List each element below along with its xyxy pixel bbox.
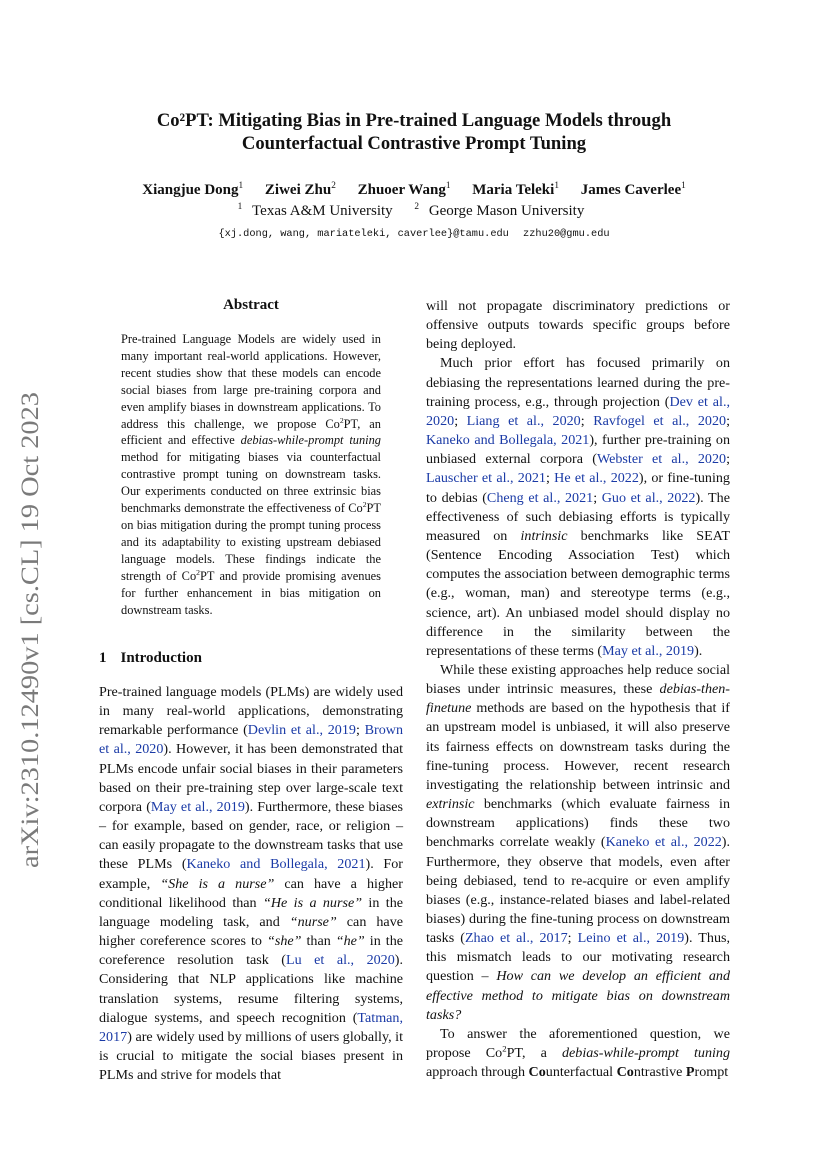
author: James Caverlee$^1$ — [580, 181, 686, 198]
paragraph: Pre-trained language models (PLMs) are widely used in many real-world applications, demonstrating remarkable performance (Devlin et al., 2019; Brown et al., 2020). However, it has been demonstrated that PLMs encode unfair social biases in their parameters based on their pre-training step over large-scale text corpora (May et al., 2019). Furthermore, these biases – for example, based on gender, race, or religion – can easily propagate to the downstream tasks that use these PLMs (Kaneko and Bollegala, 2021). For example, “She is a nurse” can have a higher conditional likelihood than “He is a nurse” in the language modeling task, and “nurse” can have higher coreference scores to “she” than “he” in the coreference resolution task (Lu et al., 2020). Considering that NLP applications like machine translation systems, resume filtering systems, dialogue systems, and speech recognition (Tatman, 2017) are widely used by millions of users globally, it is crucial to mitigate the social biases present in PLMs and strive for models that — [99, 684, 404, 1084]
section-heading-introduction: 1 Introduction — [99, 650, 202, 666]
affiliations — [0, 203, 828, 220]
paragraph: While these existing approaches help reduce social biases under intrinsic measures, these debias-then-finetune methods are based on the hypothesis that if an upstream model is unbiased, it will also preserve its fairness effects on downstream tasks during the fine-tuning process. However, recent research investigating the relationship between intrinsic and extrinsic benchmarks (which evaluate fairness in downstream applications) finds these two benchmarks correlate weakly (Kaneko et al., 2022). Furthermore, they observe that models, even after being debiased, tend to re-acquire or even amplify biases (e.g., instance-related biases and label-related biases) during the fine-tuning process on downstream tasks (Zhao et al., 2017; Leino et al., 2019). Thus, this mismatch leads to our motivating research question – How can we develop an efficient and effective method to mitigate bias on downstream tasks? — [426, 661, 731, 1023]
paragraph: To answer the aforementioned question, we propose Co$^2$PT, a debias-while-prompt tuning approach through Counterfactual Contrastive Prompt — [426, 1025, 731, 1081]
author: Ziwei Zhu$^2$ — [264, 181, 336, 198]
arxiv-stamp — [8, 390, 48, 870]
author-list — [0, 182, 828, 199]
citation-link[interactable]: Kaneko and Bollegala, 2021 — [186, 856, 366, 873]
citation-link[interactable]: Dev et al., 2020 — [426, 393, 731, 429]
title-line-1: Co²PT: Mitigating Bias in Pre-trained Language Models through — [156, 110, 672, 131]
citation-link[interactable]: Kaneko and Bollegala, 2021 — [426, 432, 590, 449]
paragraph: will not propagate discriminatory predictions or offensive outputs towards specific groups before being deployed. — [426, 298, 730, 353]
author: Zhuoer Wang$^1$ — [357, 181, 451, 198]
affiliation: $^2$ George Mason University — [414, 202, 585, 219]
citation-link[interactable]: Kaneko et al., 2022 — [605, 834, 722, 851]
author: Maria Teleki$^1$ — [472, 181, 559, 198]
paper-title — [0, 109, 828, 155]
author: Xiangjue Dong$^1$ — [142, 181, 244, 198]
citation-link[interactable]: Lauscher et al., 2021 — [426, 470, 546, 487]
email: zzhu20@gmu.edu — [523, 228, 610, 240]
citation-link[interactable]: May et al., 2019 — [150, 798, 245, 815]
citation-link[interactable]: Lu et al., 2020 — [286, 952, 395, 969]
arxiv-stamp-text: arXiv:2310.12490v1 [cs.CL] 19 Oct 2023 — [17, 448, 44, 868]
citation-link[interactable]: Devlin et al., 2019 — [247, 722, 356, 739]
citation-link[interactable]: He et al., 2022 — [554, 470, 639, 487]
citation-link[interactable]: Guo et al., 2022 — [601, 489, 696, 506]
citation-link[interactable]: Leino et al., 2019 — [577, 930, 685, 947]
body-column-right — [426, 297, 730, 1082]
citation-link[interactable]: Ravfogel et al., 2020 — [593, 412, 727, 429]
citation-link[interactable]: Zhao et al., 2017 — [464, 930, 568, 947]
citation-link[interactable]: Brown et al., 2020 — [99, 722, 403, 758]
citation-link[interactable]: Liang et al., 2020 — [466, 412, 581, 429]
body-column-left — [99, 683, 403, 1085]
abstract-heading: Abstract — [223, 297, 279, 313]
abstract-body: Pre-trained Language Models are widely used in many important real-world applications. However, recent studies show that these models can encode social biases from large pre-training corpora and even amplify biases in downstream applications. To address this challenge, we propose Co$^2$PT, an efficient and effective debias-while-prompt tuning method for mitigating biases via counterfactual contrastive prompt tuning on downstream tasks. Our experiments conducted on three extrinsic bias benchmarks demonstrate the effectiveness of Co$^2$PT on bias mitigation during the prompt tuning process and its adaptability to existing upstream debiased language models. These findings indicate the strength of Co$^2$PT and provide promising avenues for further enhancement in bias mitigation on downstream tasks. — [121, 332, 381, 617]
citation-link[interactable]: Webster et al., 2020 — [596, 451, 727, 468]
email: {xj.dong, wang, mariateleki, caverlee}@tamu.edu — [218, 228, 509, 240]
citation-link[interactable]: Cheng et al., 2021 — [486, 489, 594, 506]
citation-link[interactable]: Tatman, 2017 — [99, 1009, 403, 1045]
paragraph: Much prior effort has focused primarily on debiasing the representations learned during the pre-training process, e.g., through projection (Dev et al., 2020; Liang et al., 2020; Ravfogel et al., 2020; Kaneko and Bollegala, 2021), further pre-training on unbiased external corpora (Webster et al., 2020; Lauscher et al., 2021; He et al., 2022), or fine-tuning to debias (Cheng et al., 2021; Guo et al., 2022). The effectiveness of such debiasing efforts is typically measured on intrinsic benchmarks like SEAT (Sentence Encoding Association Test) which computes the association between demographic terms (e.g., woman, man) and stereotype terms (e.g., science, art). An unbiased model should display no difference in the similarity between the representations of these terms (May et al., 2019). — [426, 355, 731, 659]
title-line-2: Counterfactual Contrastive Prompt Tuning — [241, 133, 587, 154]
author-emails — [0, 228, 828, 240]
affiliation: $^1$ Texas A&M University — [237, 202, 393, 219]
citation-link[interactable]: May et al., 2019 — [602, 642, 695, 659]
